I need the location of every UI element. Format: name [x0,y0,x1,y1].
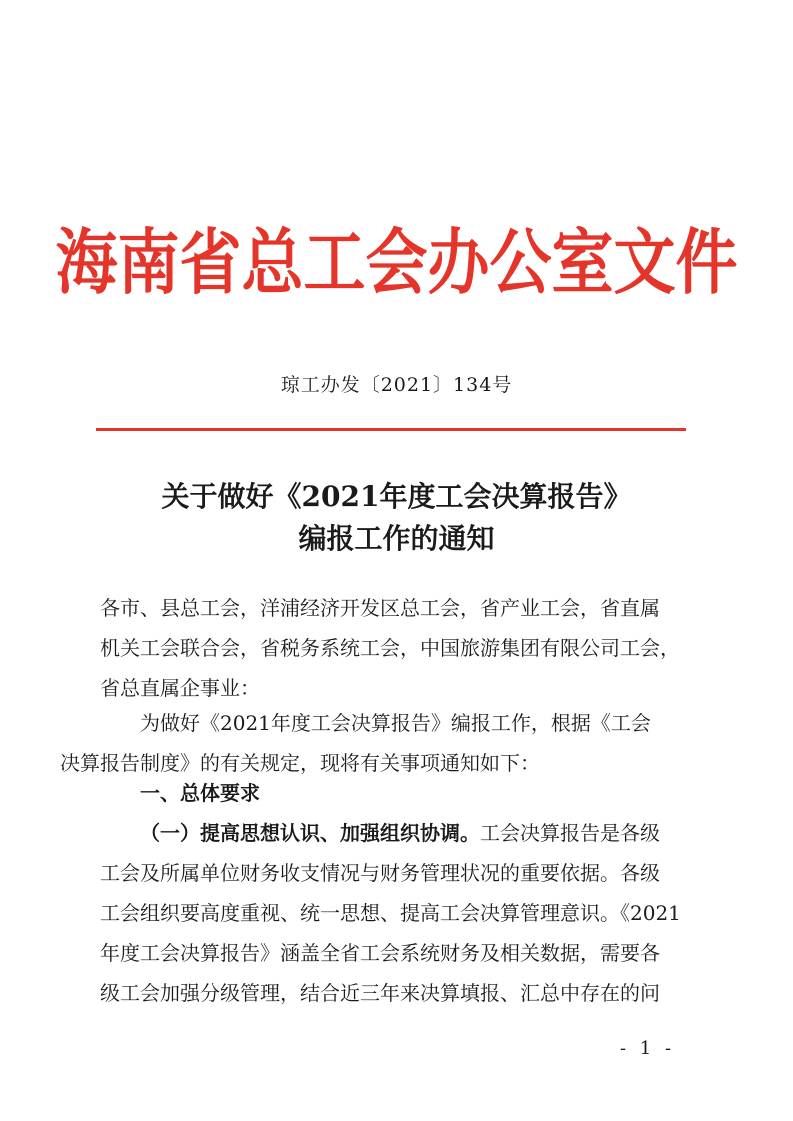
document-title [0,476,793,560]
org-header-title: 海南省总工会办公室文件 [55,220,738,305]
paragraph-1-lead: （一）提高思想认识、加强组织协调。 [140,821,480,845]
addressee-block [100,588,690,708]
paragraph-1-line-3: 工会组织要高度重视、统一思想、提高工会决算管理意识。《2021 [100,901,681,925]
addressee-line-2: 机关工会联合会，省税务系统工会，中国旅游集团有限公司工会， [100,636,680,660]
paragraph-1-line-2: 工会及所属单位财务收支情况与财务管理状况的重要依据。各级 [100,861,660,885]
intro-paragraph [60,703,690,783]
addressee-line-3: 省总直属企事业： [100,676,260,700]
intro-line-1: 为做好《2021年度工会决算报告》编报工作，根据《工会 [140,711,651,735]
document-number: 琼工办发〔2021〕134号 [280,374,513,396]
title-line-1: 关于做好《2021年度工会决算报告》 [161,480,632,513]
section-heading-1: 一、总体要求 [140,781,260,805]
title-line-2: 编报工作的通知 [298,522,495,555]
paragraph-1-line-1-rest: 工会决算报告是各级 [480,821,660,845]
paragraph-1-line-4: 年度工会决算报告》涵盖全省工会系统财务及相关数据，需要各 [100,941,660,965]
red-separator-line [96,428,686,431]
paragraph-1-line-5: 级工会加强分级管理，结合近三年来决算填报、汇总中存在的问 [100,981,660,1005]
intro-line-2: 决算报告制度》的有关规定，现将有关事项通知如下： [60,751,540,775]
addressee-line-1: 各市、县总工会，洋浦经济开发区总工会，省产业工会，省直属 [100,596,660,620]
paragraph-1 [100,813,690,1013]
page-number: - 1 - [620,1038,676,1059]
